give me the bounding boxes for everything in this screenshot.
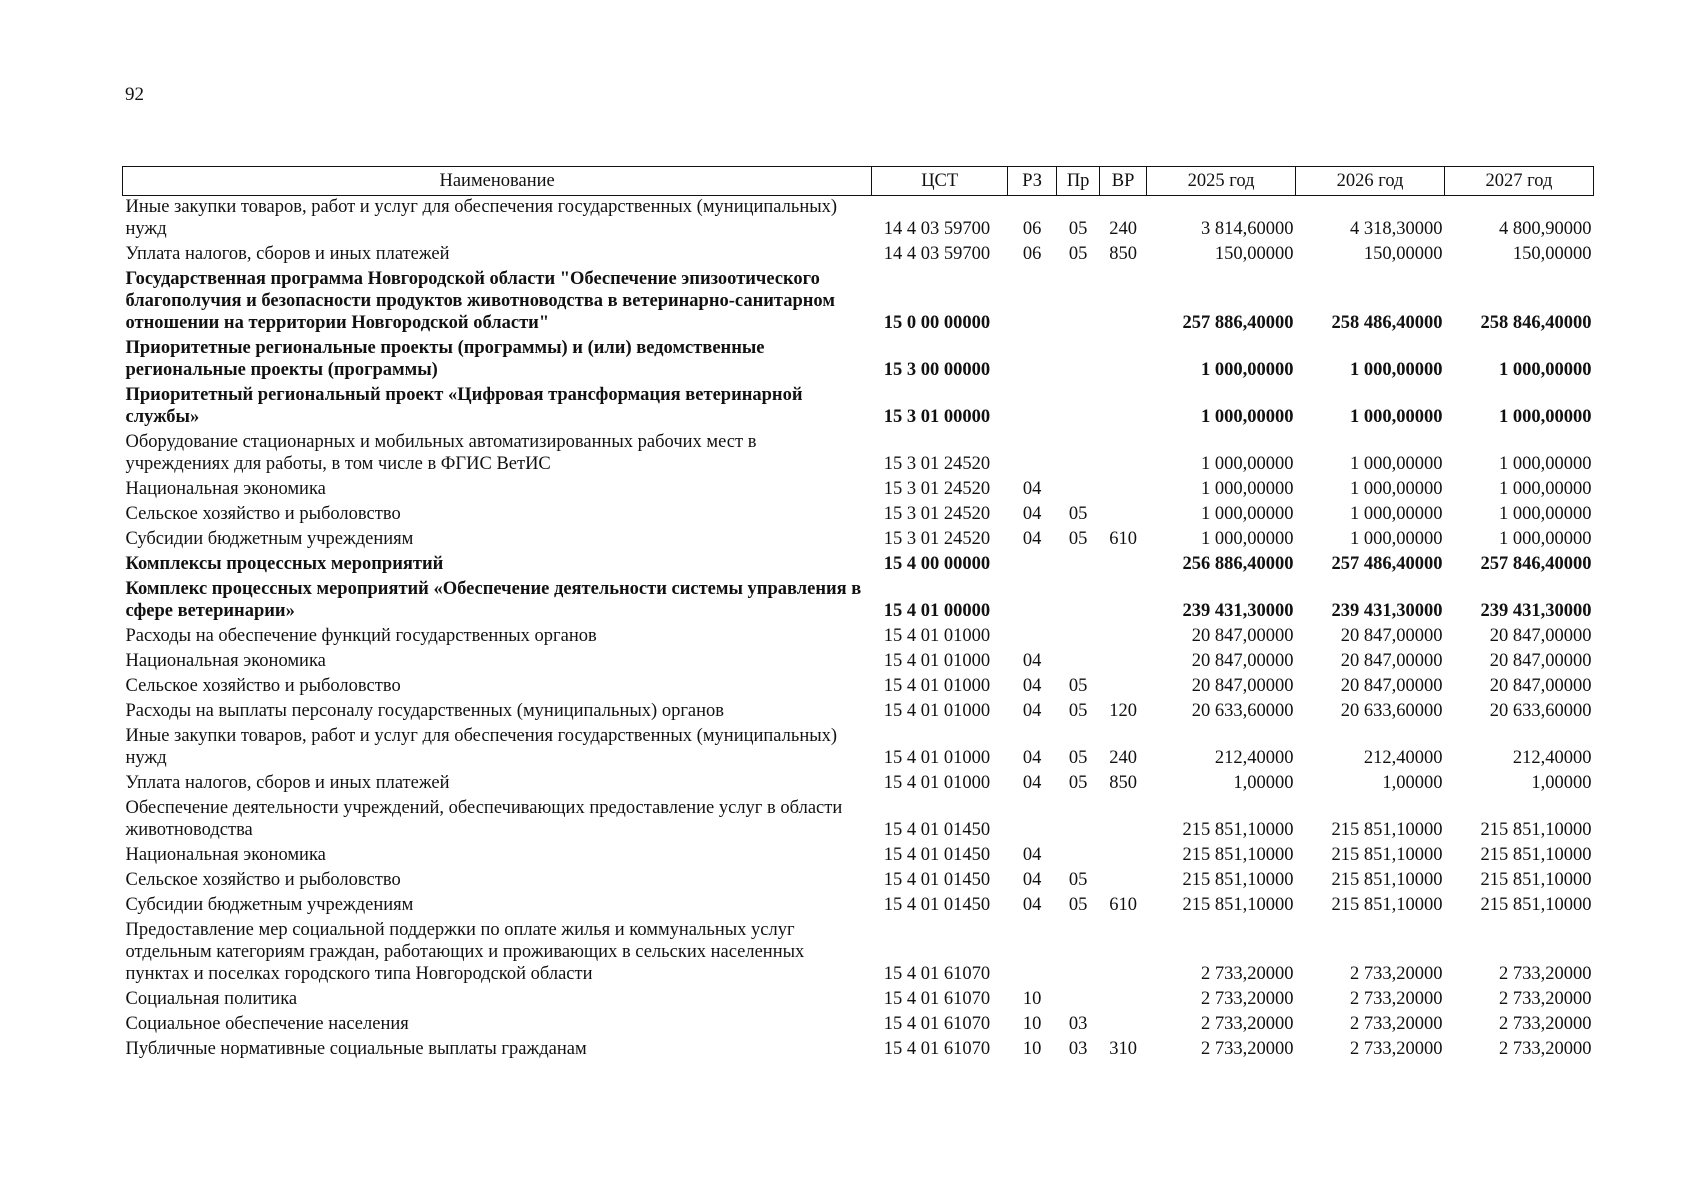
cell-2026: 1 000,00000 [1350, 529, 1443, 549]
cell-name: Расходы на выплаты персоналу государственных (муниципальных) органов [125, 701, 725, 721]
cell-name: Уплата налогов, сборов и иных платежей [125, 244, 450, 264]
cell-2027: 1 000,00000 [1499, 407, 1592, 427]
cell-2026: 20 633,60000 [1340, 701, 1443, 721]
cell-pr [1057, 841, 1100, 866]
cell-pr [1057, 475, 1100, 500]
cell-rz: 10 [1022, 989, 1042, 1009]
cell-pr [1057, 334, 1100, 381]
cell-vr: 240 [1109, 219, 1137, 239]
cell-rz [1008, 381, 1057, 428]
cell-pr [1057, 622, 1100, 647]
cell-pr: 05 [1068, 701, 1088, 721]
cell-2026: 20 847,00000 [1340, 651, 1443, 671]
cell-2027: 1 000,00000 [1499, 479, 1592, 499]
cell-name: Иные закупки товаров, работ и услуг для обеспечения государственных (муниципальных) нужд [125, 197, 838, 239]
cell-2025: 2 733,20000 [1201, 1014, 1294, 1034]
cell-pr [1057, 575, 1100, 622]
cell-vr [1100, 428, 1147, 475]
cell-2025: 150,00000 [1214, 244, 1294, 264]
cell-rz: 04 [1022, 701, 1042, 721]
cell-2027: 239 431,30000 [1480, 601, 1592, 621]
cell-2027: 215 851,10000 [1480, 845, 1592, 865]
page-number: 92 [125, 84, 144, 105]
cell-2026: 257 486,40000 [1331, 554, 1443, 574]
header-pr: Пр [1057, 167, 1100, 196]
cell-name: Субсидии бюджетным учреждениям [125, 529, 414, 549]
cell-2027: 20 847,00000 [1489, 676, 1592, 696]
cell-2025: 215 851,10000 [1182, 820, 1294, 840]
cell-2027: 215 851,10000 [1480, 870, 1592, 890]
header-name: Наименование [123, 167, 872, 196]
cell-vr: 120 [1109, 701, 1137, 721]
cell-pr: 05 [1068, 529, 1088, 549]
cell-2026: 1,00000 [1382, 773, 1443, 793]
cell-2027: 2 733,20000 [1499, 964, 1592, 984]
header-rz: РЗ [1008, 167, 1057, 196]
cell-2027: 4 800,90000 [1499, 219, 1592, 239]
cell-name: Комплекс процессных мероприятий «Обеспечение деятельности системы управления в сфере ветеринарии» [125, 579, 862, 621]
cell-vr [1100, 265, 1147, 334]
table-row [123, 240, 1594, 265]
cell-2026: 239 431,30000 [1331, 601, 1443, 621]
cell-rz: 04 [1022, 748, 1042, 768]
cell-2027: 1 000,00000 [1499, 360, 1592, 380]
cell-2025: 2 733,20000 [1201, 1039, 1294, 1059]
cell-pr: 03 [1068, 1039, 1088, 1059]
cell-cst: 15 4 01 01000 [883, 773, 991, 793]
cell-vr [1100, 550, 1147, 575]
cell-name: Социальное обеспечение населения [125, 1014, 409, 1034]
cell-2025: 20 633,60000 [1191, 701, 1294, 721]
cell-pr: 05 [1068, 504, 1088, 524]
cell-rz: 04 [1022, 845, 1042, 865]
cell-name: Предоставление мер социальной поддержки по оплате жилья и коммунальных услуг отдельным категориям граждан, работающих и проживающих в сельских населенных пунктах и поселках городского типа Новгородской области [125, 920, 805, 984]
cell-2026: 1 000,00000 [1350, 360, 1443, 380]
cell-2026: 215 851,10000 [1331, 870, 1443, 890]
cell-cst: 14 4 03 59700 [883, 219, 991, 239]
cell-name: Публичные нормативные социальные выплаты гражданам [125, 1039, 587, 1059]
cell-cst: 15 4 01 01450 [883, 870, 991, 890]
cell-name: Национальная экономика [125, 845, 326, 865]
cell-2025: 1 000,00000 [1201, 504, 1294, 524]
cell-cst: 15 3 01 24520 [883, 504, 991, 524]
cell-cst: 14 4 03 59700 [883, 244, 991, 264]
cell-vr [1100, 916, 1147, 985]
table-row [123, 196, 1594, 241]
cell-cst: 15 4 01 01450 [883, 895, 991, 915]
cell-2027: 215 851,10000 [1480, 820, 1592, 840]
table-row [123, 381, 1594, 428]
cell-2027: 2 733,20000 [1499, 1039, 1592, 1059]
cell-name: Приоритетный региональный проект «Цифровая трансформация ветеринарной службы» [125, 385, 803, 427]
header-vr: ВР [1100, 167, 1147, 196]
cell-2025: 2 733,20000 [1201, 964, 1294, 984]
cell-name: Обеспечение деятельности учреждений, обеспечивающих предоставление услуг в области животноводства [125, 798, 843, 840]
cell-pr [1057, 381, 1100, 428]
cell-2026: 20 847,00000 [1340, 626, 1443, 646]
cell-rz [1008, 334, 1057, 381]
cell-rz: 04 [1022, 504, 1042, 524]
cell-name: Национальная экономика [125, 651, 326, 671]
table-row [123, 985, 1594, 1010]
cell-cst: 15 3 00 00000 [883, 360, 991, 380]
cell-rz: 06 [1022, 244, 1042, 264]
cell-cst: 15 4 01 01000 [883, 748, 991, 768]
cell-pr: 05 [1068, 773, 1088, 793]
cell-2026: 2 733,20000 [1350, 1039, 1443, 1059]
cell-vr: 240 [1109, 748, 1137, 768]
cell-vr: 610 [1109, 529, 1137, 549]
cell-cst: 15 4 01 61070 [883, 989, 991, 1009]
cell-rz: 04 [1022, 651, 1042, 671]
cell-pr: 05 [1068, 870, 1088, 890]
cell-rz: 10 [1022, 1014, 1042, 1034]
cell-rz: 04 [1022, 773, 1042, 793]
cell-cst: 15 4 01 01450 [883, 820, 991, 840]
cell-2027: 150,00000 [1512, 244, 1592, 264]
cell-rz: 04 [1022, 895, 1042, 915]
cell-2027: 2 733,20000 [1499, 989, 1592, 1009]
cell-2027: 1 000,00000 [1499, 454, 1592, 474]
cell-2026: 215 851,10000 [1331, 845, 1443, 865]
table-row [123, 841, 1594, 866]
table-row [123, 697, 1594, 722]
cell-2027: 258 846,40000 [1480, 313, 1592, 333]
cell-2025: 256 886,40000 [1182, 554, 1294, 574]
table-row [123, 916, 1594, 985]
cell-2026: 1 000,00000 [1350, 454, 1443, 474]
cell-pr: 05 [1068, 676, 1088, 696]
table-row [123, 672, 1594, 697]
cell-pr [1057, 428, 1100, 475]
table-row [123, 647, 1594, 672]
cell-name: Комплексы процессных мероприятий [125, 554, 444, 574]
cell-name: Социальная политика [125, 989, 298, 1009]
budget-table [122, 166, 1594, 1060]
cell-name: Оборудование стационарных и мобильных автоматизированных рабочих мест в учреждениях для работы, в том числе в ФГИС ВетИС [125, 432, 757, 474]
cell-2025: 1,00000 [1233, 773, 1294, 793]
cell-rz: 04 [1022, 479, 1042, 499]
cell-pr [1057, 794, 1100, 841]
cell-vr [1100, 575, 1147, 622]
cell-2026: 20 847,00000 [1340, 676, 1443, 696]
table-row [123, 550, 1594, 575]
table-row [123, 891, 1594, 916]
cell-name: Уплата налогов, сборов и иных платежей [125, 773, 450, 793]
cell-2025: 239 431,30000 [1182, 601, 1294, 621]
cell-2026: 215 851,10000 [1331, 820, 1443, 840]
cell-pr [1057, 265, 1100, 334]
table-row [123, 500, 1594, 525]
table-row [123, 334, 1594, 381]
header-row [123, 167, 1594, 196]
cell-rz [1008, 916, 1057, 985]
cell-pr: 05 [1068, 748, 1088, 768]
cell-cst: 15 3 01 24520 [883, 529, 991, 549]
cell-pr [1057, 916, 1100, 985]
cell-2026: 258 486,40000 [1331, 313, 1443, 333]
cell-vr [1100, 381, 1147, 428]
cell-pr: 03 [1068, 1014, 1088, 1034]
cell-cst: 15 4 01 61070 [883, 964, 991, 984]
cell-vr: 610 [1109, 895, 1137, 915]
cell-cst: 15 4 01 61070 [883, 1014, 991, 1034]
cell-cst: 15 4 01 01000 [883, 701, 991, 721]
cell-2026: 2 733,20000 [1350, 989, 1443, 1009]
cell-2027: 20 633,60000 [1489, 701, 1592, 721]
cell-2026: 212,40000 [1363, 748, 1443, 768]
cell-vr [1100, 622, 1147, 647]
cell-2026: 2 733,20000 [1350, 964, 1443, 984]
table-row [123, 525, 1594, 550]
cell-vr [1100, 672, 1147, 697]
cell-vr [1100, 794, 1147, 841]
cell-2025: 212,40000 [1214, 748, 1294, 768]
cell-2026: 215 851,10000 [1331, 895, 1443, 915]
cell-rz [1008, 794, 1057, 841]
cell-name: Государственная программа Новгородской области "Обеспечение эпизоотического благополучия и безопасности продуктов животноводства в ветеринарно-санитарном отношении на территории Новгородской области" [125, 269, 835, 333]
cell-vr [1100, 841, 1147, 866]
table-row [123, 265, 1594, 334]
cell-2026: 150,00000 [1363, 244, 1443, 264]
cell-rz [1008, 575, 1057, 622]
cell-rz: 04 [1022, 676, 1042, 696]
cell-2025: 1 000,00000 [1201, 479, 1294, 499]
cell-rz [1008, 428, 1057, 475]
cell-2025: 1 000,00000 [1201, 454, 1294, 474]
cell-vr [1100, 475, 1147, 500]
cell-2027: 2 733,20000 [1499, 1014, 1592, 1034]
cell-vr [1100, 1010, 1147, 1035]
cell-cst: 15 4 01 61070 [883, 1039, 991, 1059]
cell-pr: 05 [1068, 219, 1088, 239]
cell-2027: 1,00000 [1531, 773, 1592, 793]
cell-2026: 1 000,00000 [1350, 504, 1443, 524]
cell-2027: 257 846,40000 [1480, 554, 1592, 574]
cell-2025: 20 847,00000 [1191, 626, 1294, 646]
table-row [123, 794, 1594, 841]
table-row [123, 1010, 1594, 1035]
cell-2025: 1 000,00000 [1201, 529, 1294, 549]
cell-vr [1100, 500, 1147, 525]
cell-2025: 1 000,00000 [1201, 407, 1294, 427]
cell-rz: 10 [1022, 1039, 1042, 1059]
cell-2025: 215 851,10000 [1182, 845, 1294, 865]
cell-rz [1008, 622, 1057, 647]
table-row [123, 575, 1594, 622]
cell-rz: 04 [1022, 529, 1042, 549]
cell-cst: 15 4 00 00000 [883, 554, 991, 574]
cell-name: Сельское хозяйство и рыболовство [125, 504, 401, 524]
cell-vr: 850 [1109, 244, 1137, 264]
table-row [123, 1035, 1594, 1060]
table-row [123, 866, 1594, 891]
cell-rz: 06 [1022, 219, 1042, 239]
cell-rz: 04 [1022, 870, 1042, 890]
cell-2026: 1 000,00000 [1350, 479, 1443, 499]
cell-vr: 850 [1109, 773, 1137, 793]
cell-2027: 215 851,10000 [1480, 895, 1592, 915]
cell-2027: 212,40000 [1512, 748, 1592, 768]
cell-rz [1008, 550, 1057, 575]
header-2027: 2027 год [1445, 167, 1594, 196]
cell-vr [1100, 334, 1147, 381]
cell-pr [1057, 985, 1100, 1010]
table-body [123, 196, 1594, 1061]
cell-cst: 15 4 01 01000 [883, 676, 991, 696]
cell-pr [1057, 550, 1100, 575]
cell-pr [1057, 647, 1100, 672]
cell-2026: 2 733,20000 [1350, 1014, 1443, 1034]
cell-2026: 4 318,30000 [1350, 219, 1443, 239]
cell-name: Расходы на обеспечение функций государственных органов [125, 626, 597, 646]
cell-2025: 3 814,60000 [1201, 219, 1294, 239]
cell-cst: 15 4 01 01450 [883, 845, 991, 865]
cell-name: Сельское хозяйство и рыболовство [125, 676, 401, 696]
cell-cst: 15 3 01 24520 [883, 479, 991, 499]
cell-pr: 05 [1068, 895, 1088, 915]
header-2025: 2025 год [1147, 167, 1296, 196]
cell-cst: 15 0 00 00000 [883, 313, 991, 333]
cell-2025: 20 847,00000 [1191, 651, 1294, 671]
table-row [123, 622, 1594, 647]
cell-2026: 1 000,00000 [1350, 407, 1443, 427]
cell-2027: 20 847,00000 [1489, 626, 1592, 646]
cell-rz [1008, 265, 1057, 334]
cell-2025: 20 847,00000 [1191, 676, 1294, 696]
cell-2025: 215 851,10000 [1182, 895, 1294, 915]
cell-name: Иные закупки товаров, работ и услуг для обеспечения государственных (муниципальных) нужд [125, 726, 838, 768]
header-2026: 2026 год [1296, 167, 1445, 196]
cell-cst: 15 4 01 01000 [883, 626, 991, 646]
cell-2027: 20 847,00000 [1489, 651, 1592, 671]
cell-cst: 15 4 01 00000 [883, 601, 991, 621]
table-row [123, 769, 1594, 794]
cell-2027: 1 000,00000 [1499, 504, 1592, 524]
table-row [123, 428, 1594, 475]
cell-vr: 310 [1109, 1039, 1137, 1059]
cell-2025: 215 851,10000 [1182, 870, 1294, 890]
cell-name: Приоритетные региональные проекты (программы) и (или) ведомственные региональные проекты (программы) [125, 338, 765, 380]
cell-2025: 2 733,20000 [1201, 989, 1294, 1009]
table-row [123, 475, 1594, 500]
table-row [123, 722, 1594, 769]
cell-name: Субсидии бюджетным учреждениям [125, 895, 414, 915]
cell-vr [1100, 647, 1147, 672]
cell-pr: 05 [1068, 244, 1088, 264]
header-cst: ЦСТ [872, 167, 1008, 196]
cell-name: Национальная экономика [125, 479, 326, 499]
cell-2027: 1 000,00000 [1499, 529, 1592, 549]
cell-2025: 257 886,40000 [1182, 313, 1294, 333]
cell-vr [1100, 985, 1147, 1010]
cell-cst: 15 4 01 01000 [883, 651, 991, 671]
cell-name: Сельское хозяйство и рыболовство [125, 870, 401, 890]
cell-vr [1100, 866, 1147, 891]
cell-2025: 1 000,00000 [1201, 360, 1294, 380]
table-header [123, 167, 1594, 196]
cell-cst: 15 3 01 00000 [883, 407, 991, 427]
cell-cst: 15 3 01 24520 [883, 454, 991, 474]
